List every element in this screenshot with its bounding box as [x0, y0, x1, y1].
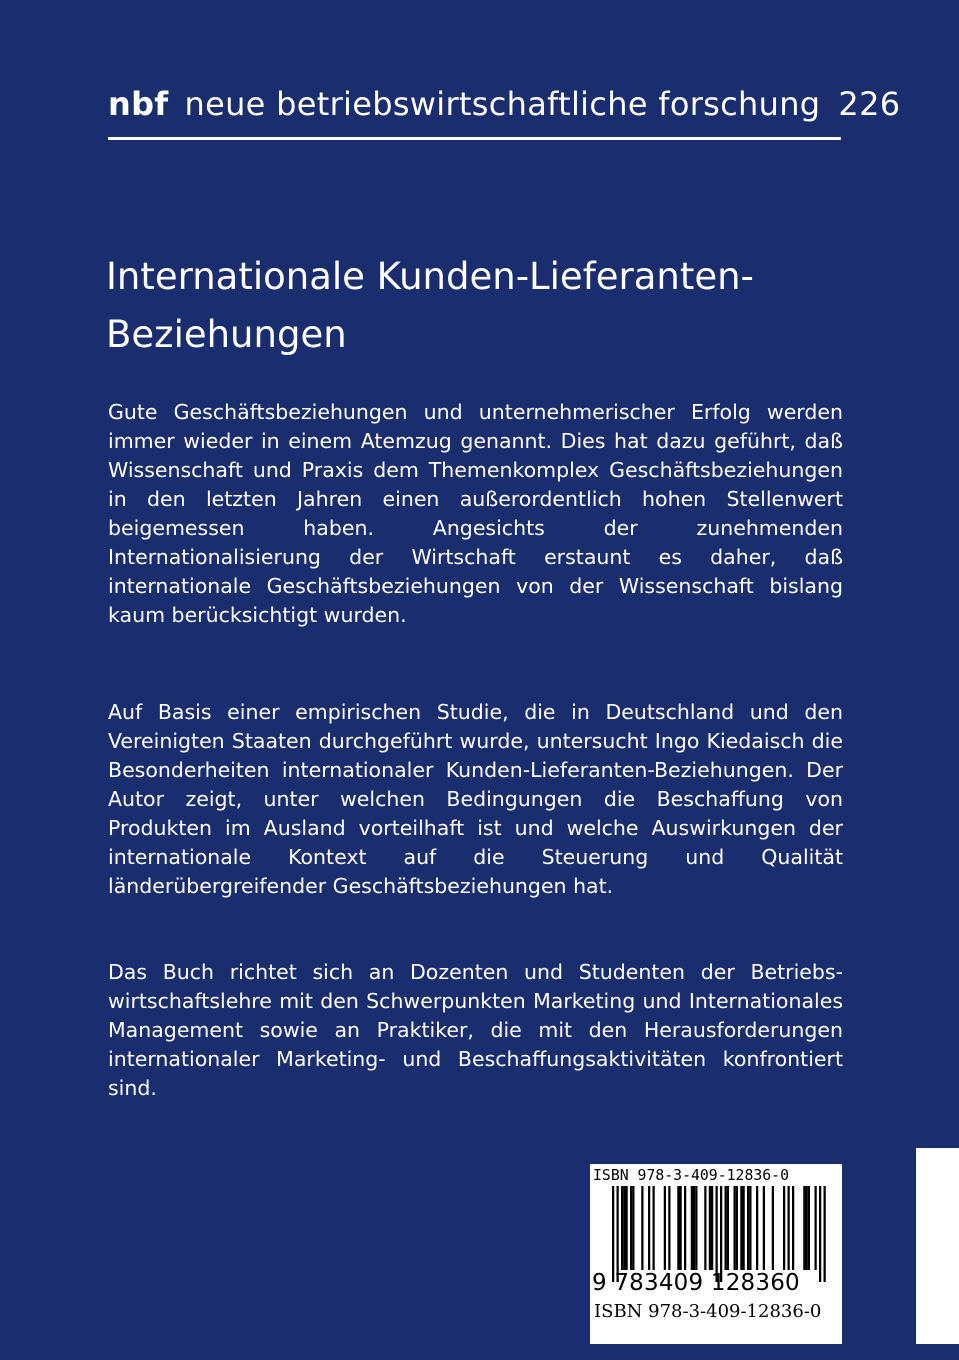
barcode-bar	[630, 1186, 632, 1270]
barcode-bar	[664, 1186, 666, 1270]
barcode-bar	[709, 1186, 711, 1270]
barcode-bar	[743, 1186, 745, 1270]
barcode-bar	[806, 1186, 808, 1270]
barcode-bar	[704, 1186, 706, 1270]
barcode-bar	[756, 1186, 758, 1270]
book-title-line1: Internationale Kunden-Lieferanten-	[106, 255, 754, 298]
barcode-bar	[783, 1186, 785, 1270]
barcode-bar	[612, 1186, 614, 1282]
barcode-bar	[720, 1186, 722, 1282]
barcode-bar	[680, 1186, 682, 1270]
barcode-bar	[824, 1186, 826, 1282]
barcode-bar	[711, 1186, 713, 1270]
barcode-bar	[747, 1186, 749, 1270]
barcode-bar	[772, 1186, 774, 1270]
barcode-bar	[734, 1186, 736, 1270]
barcode-bar	[808, 1186, 810, 1270]
isbn-label-bottom: ISBN 978-3-409-12836-0	[594, 1301, 822, 1322]
header-rule	[108, 137, 841, 140]
series-header	[108, 82, 901, 126]
barcode-bar	[617, 1186, 619, 1282]
barcode-bar	[626, 1186, 628, 1270]
barcode-bar	[727, 1186, 729, 1270]
isbn-barcode	[590, 1164, 842, 1344]
barcode-bar	[740, 1186, 742, 1270]
series-abbreviation: nbf	[108, 85, 169, 123]
barcode-bar	[677, 1186, 679, 1270]
barcode-bar	[623, 1186, 625, 1270]
blurb-paragraph-3: Das Buch richtet sich an Dozenten und Studenten der Betriebswirtschaftslehre mit den Schwerpunkten Marketing und Internationales Management sowie an Praktiker, die mit den Herausforderungen internationaler Marketing- und Beschaffungsaktivitäten konfrontiert sind.	[108, 960, 843, 1100]
barcode-bar	[648, 1186, 650, 1270]
barcode-bar	[736, 1186, 738, 1270]
blurb-paragraph-1: Gute Geschäftsbeziehungen und unternehmerischer Erfolg werden immer wieder in einem Atemzug genannt. Dies hat dazu geführt, daß Wissenschaft und Praxis dem Themenkomplex Geschäftsbeziehungen in den letzten Jahren einen außerordentlich hohen Stellenwert beigemessen haben. Angesichts der zunehmenden Internationalisierung der Wirtschaft erstaunt es daher, daß internationale Geschäftsbeziehungen von der Wissenschaft bislang kaum berücksichtigt wurden.	[108, 400, 843, 627]
barcode-bar	[792, 1186, 794, 1270]
barcode-bar	[653, 1186, 655, 1270]
barcode-bar	[803, 1186, 805, 1270]
barcode-bar	[668, 1186, 670, 1270]
barcode-bar	[815, 1186, 817, 1270]
barcode-bar	[684, 1186, 686, 1270]
barcode-bar	[691, 1186, 693, 1270]
barcode-bar	[763, 1186, 765, 1270]
barcode-bar	[641, 1186, 643, 1270]
series-name: neue betriebswirtschaftliche forschung	[184, 85, 821, 123]
isbn-label-top: ISBN 978-3-409-12836-0	[593, 1167, 789, 1184]
book-title-line2: Beziehungen	[106, 313, 347, 356]
barcode-bar	[819, 1186, 821, 1282]
barcode-bar	[725, 1186, 727, 1270]
series-number: 226	[838, 85, 901, 123]
barcode-bar	[695, 1186, 697, 1270]
barcode-bar	[749, 1186, 751, 1270]
barcode-bar	[693, 1186, 695, 1270]
blurb-paragraph-2: Auf Basis einer empirischen Studie, die in Deutschland und den Vereinigten Staaten durchgeführt wurde, untersucht Ingo Kiedaisch die Besonderheiten internationaler Kunden-Lieferanten-Beziehungen. Der Autor zeigt, unter welchen Bedingungen die Beschaffung von Produkten im Ausland vorteilhaft ist und welche Auswirkungen der internationale Kontext auf die Steuerung und Qualität länderübergreifender Geschäftsbeziehungen hat.	[108, 700, 843, 898]
barcode-bar	[788, 1186, 790, 1270]
barcode-bar	[716, 1186, 718, 1282]
white-edge-strip	[916, 1148, 959, 1344]
ean-digits: 9 783409 128360	[592, 1270, 800, 1296]
barcode-bar	[621, 1186, 623, 1270]
book-title	[106, 248, 846, 364]
barcode-bar	[632, 1186, 634, 1270]
